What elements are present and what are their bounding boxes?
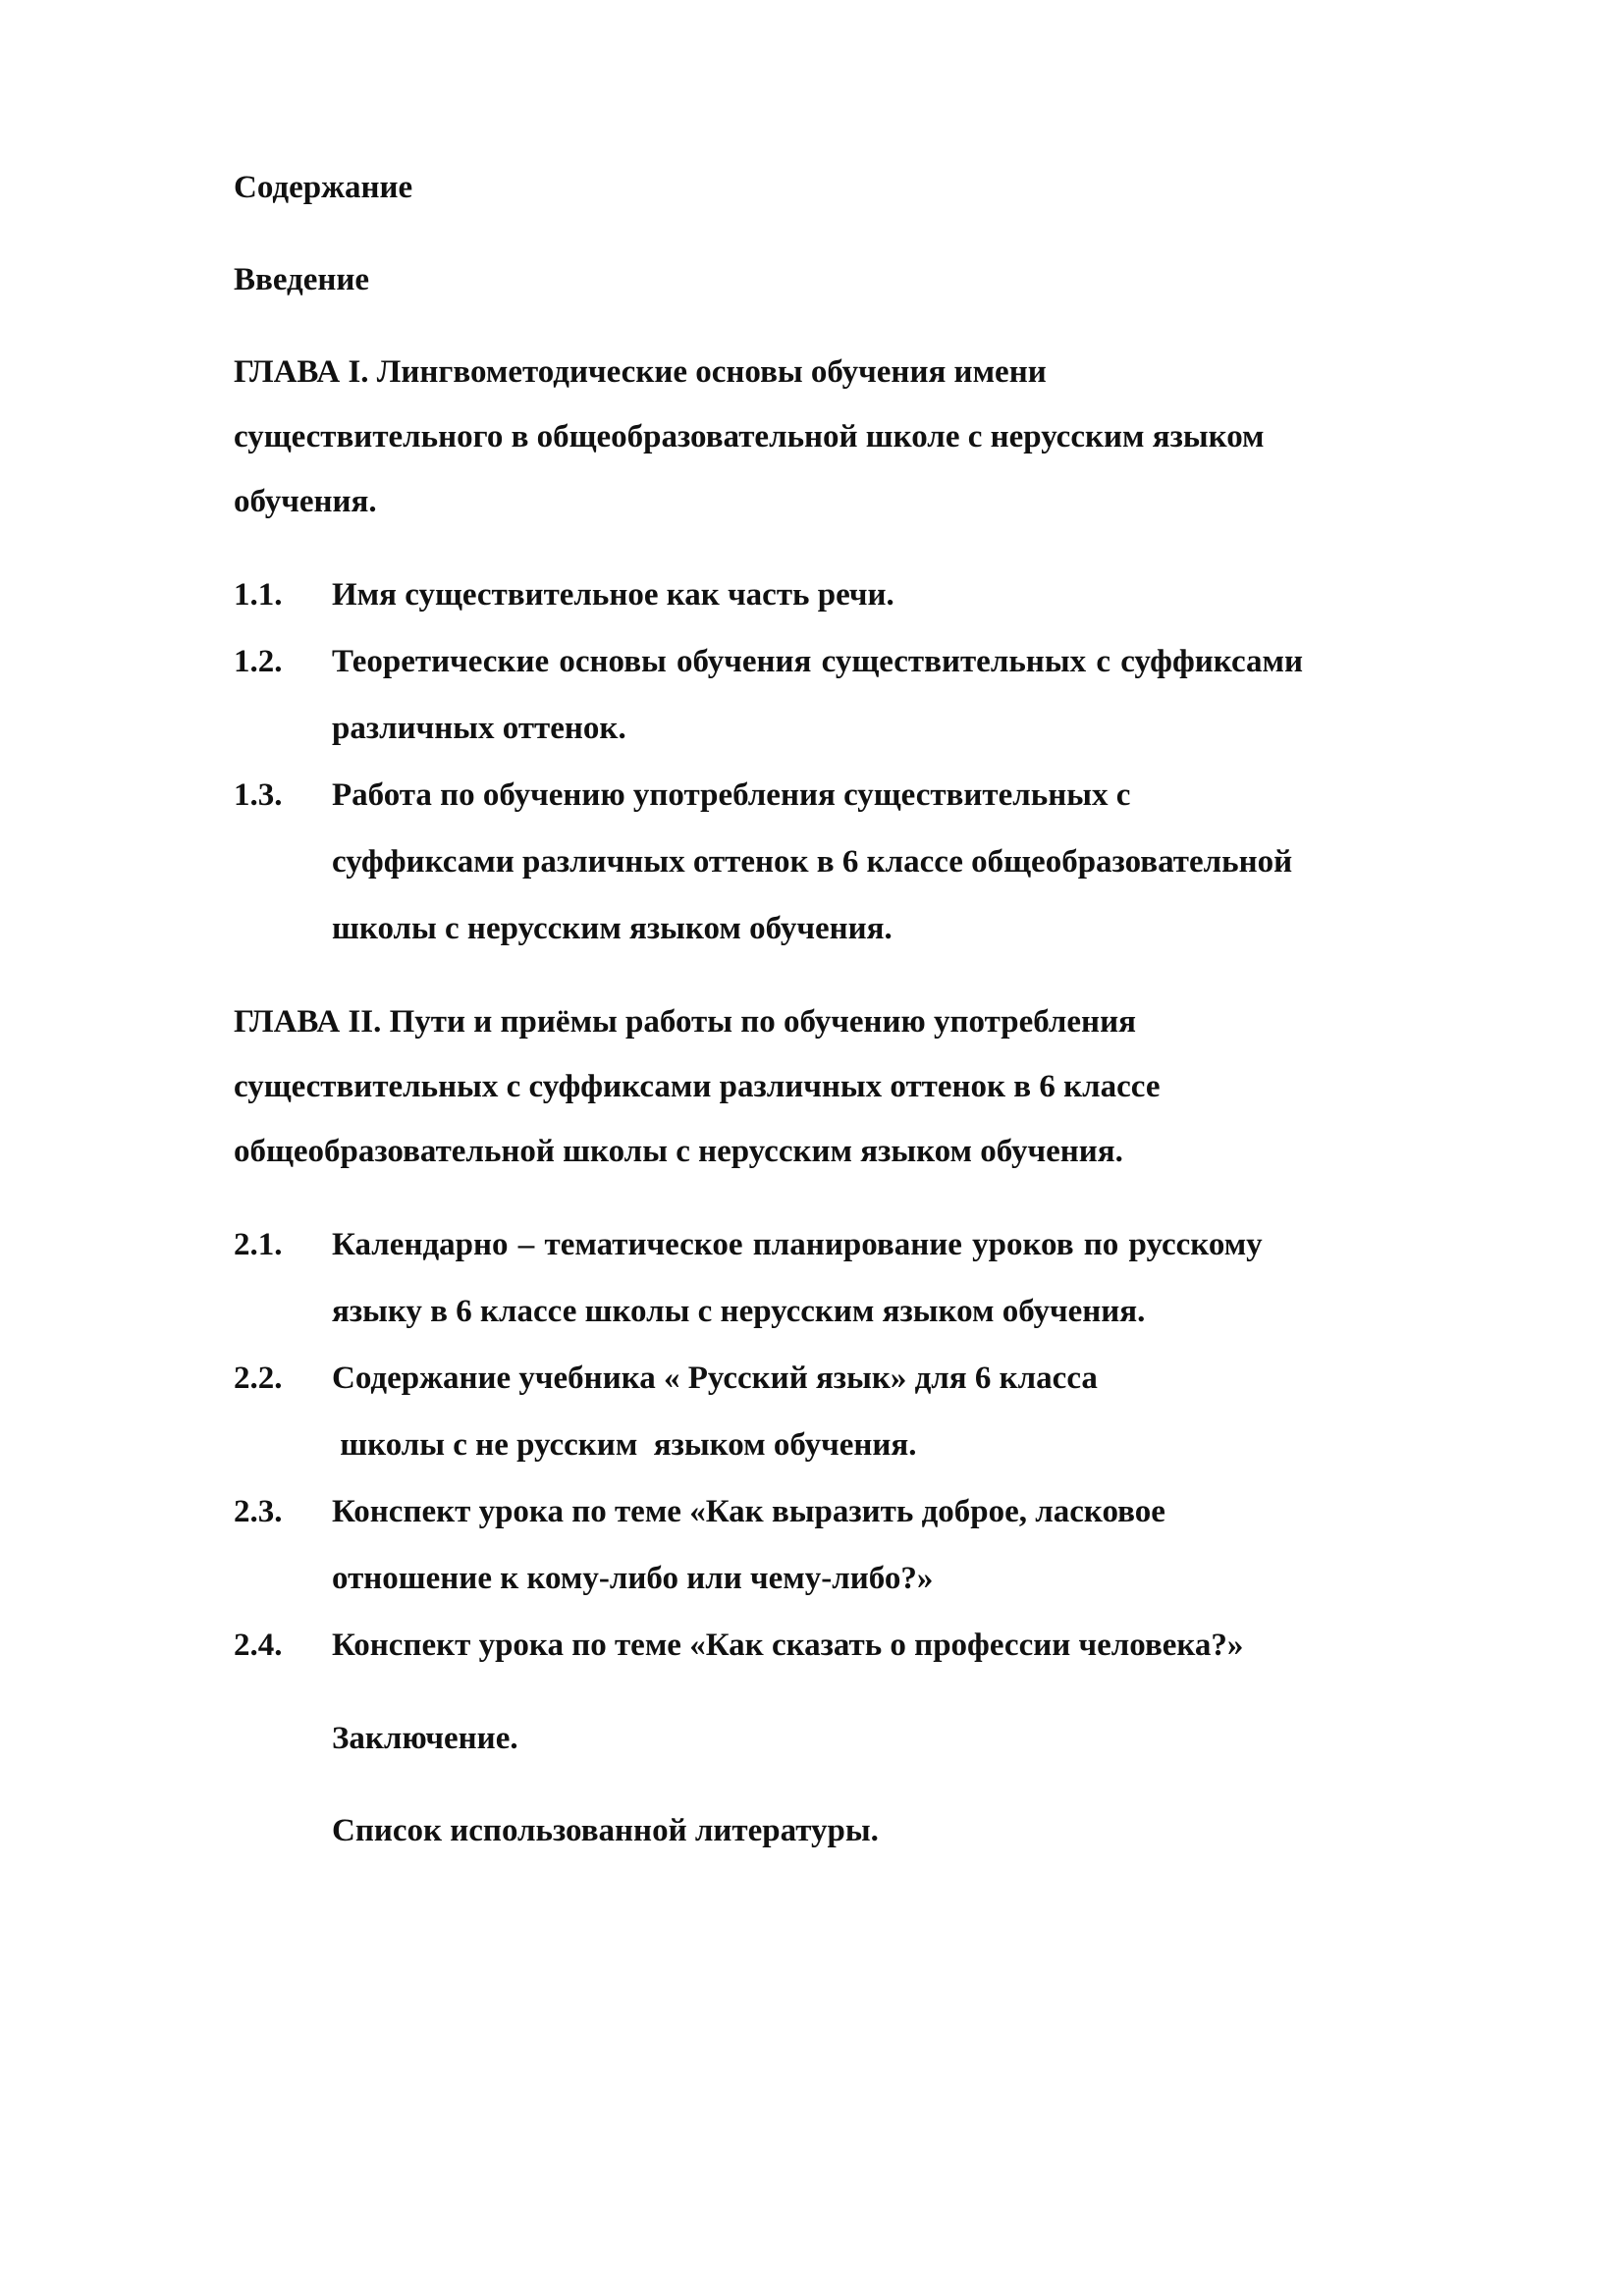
chapter-1-heading-line: обучения. — [234, 484, 377, 519]
toc-item-text — [332, 1612, 1506, 1679]
toc-item-text — [332, 561, 1506, 628]
toc-item-text — [332, 1345, 1506, 1478]
chapter-2-heading-line: ГЛАВА II. Пути и приёмы работы по обучению употребления — [234, 1004, 1136, 1040]
toc-item-number: 2.2. — [234, 1361, 283, 1396]
toc-item-1-1 — [234, 561, 1506, 628]
chapter-1-heading-line: ГЛАВА I. Лингвометодические основы обучения имени — [234, 354, 1047, 390]
toc-item-number: 1.3. — [234, 777, 283, 813]
toc-item-line: Работа по обучению употребления существительных с — [332, 777, 1131, 813]
chapter-2-heading-line: общеобразовательной школы с нерусским языком обучения. — [234, 1134, 1123, 1169]
toc-item-number: 2.4. — [234, 1628, 283, 1663]
toc-item-line: суффиксами различных оттенок в 6 классе общеобразовательной — [332, 844, 1293, 880]
toc-item-line: Содержание учебника « Русский язык» для 6 класса — [332, 1361, 1098, 1396]
toc-chapter-2-items — [234, 1211, 1506, 1679]
toc-item-2-3 — [234, 1478, 1506, 1612]
toc-item-line: школы с не русским языком обучения. — [332, 1427, 917, 1463]
toc-item-line: Конспект урока по теме «Как выразить доброе, ласковое — [332, 1494, 1165, 1529]
toc-item-2-1 — [234, 1211, 1506, 1345]
toc-item-text — [332, 762, 1506, 962]
toc-entry-bibliography: Список использованной литературы. — [332, 1813, 879, 1848]
toc-item-line: отношение к кому-либо или чему-либо?» — [332, 1561, 934, 1596]
toc-item-number: 1.2. — [234, 644, 283, 679]
toc-item-text — [332, 1478, 1506, 1612]
toc-item-number: 2.3. — [234, 1494, 283, 1529]
toc-item-line: языку в 6 классе школы с нерусским языком обучения. — [332, 1294, 1146, 1329]
toc-chapter-1-items — [234, 561, 1506, 962]
toc-item-1-3 — [234, 762, 1506, 962]
toc-item-number: 2.1. — [234, 1227, 283, 1262]
toc-item-line: Конспект урока по теме «Как сказать о профессии человека?» — [332, 1628, 1244, 1663]
toc-chapter-1-heading — [234, 340, 1506, 534]
toc-item-2-4 — [234, 1612, 1506, 1679]
chapter-1-heading-line: существительного в общеобразовательной школе с нерусским языком — [234, 419, 1265, 454]
toc-entry-conclusion: Заключение. — [332, 1721, 518, 1756]
toc-item-line: Имя существительное как часть речи. — [332, 577, 894, 613]
toc-entry-introduction: Введение — [234, 262, 370, 297]
toc-item-text — [332, 1211, 1506, 1345]
toc-item-line: Теоретические основы обучения существительных с суффиксами — [332, 644, 1304, 679]
toc-item-1-2 — [234, 628, 1506, 762]
toc-item-line: различных оттенок. — [332, 711, 626, 746]
toc-item-line: Календарно – тематическое планирование уроков по русскому — [332, 1227, 1263, 1262]
toc-item-line: школы с нерусским языком обучения. — [332, 911, 893, 946]
toc-item-text — [332, 628, 1506, 762]
toc-title: Содержание — [234, 170, 413, 205]
chapter-2-heading-line: существительных с суффиксами различных оттенок в 6 классе — [234, 1069, 1161, 1104]
toc-item-2-2 — [234, 1345, 1506, 1478]
toc-chapter-2-heading — [234, 989, 1506, 1184]
toc-item-number: 1.1. — [234, 577, 283, 613]
